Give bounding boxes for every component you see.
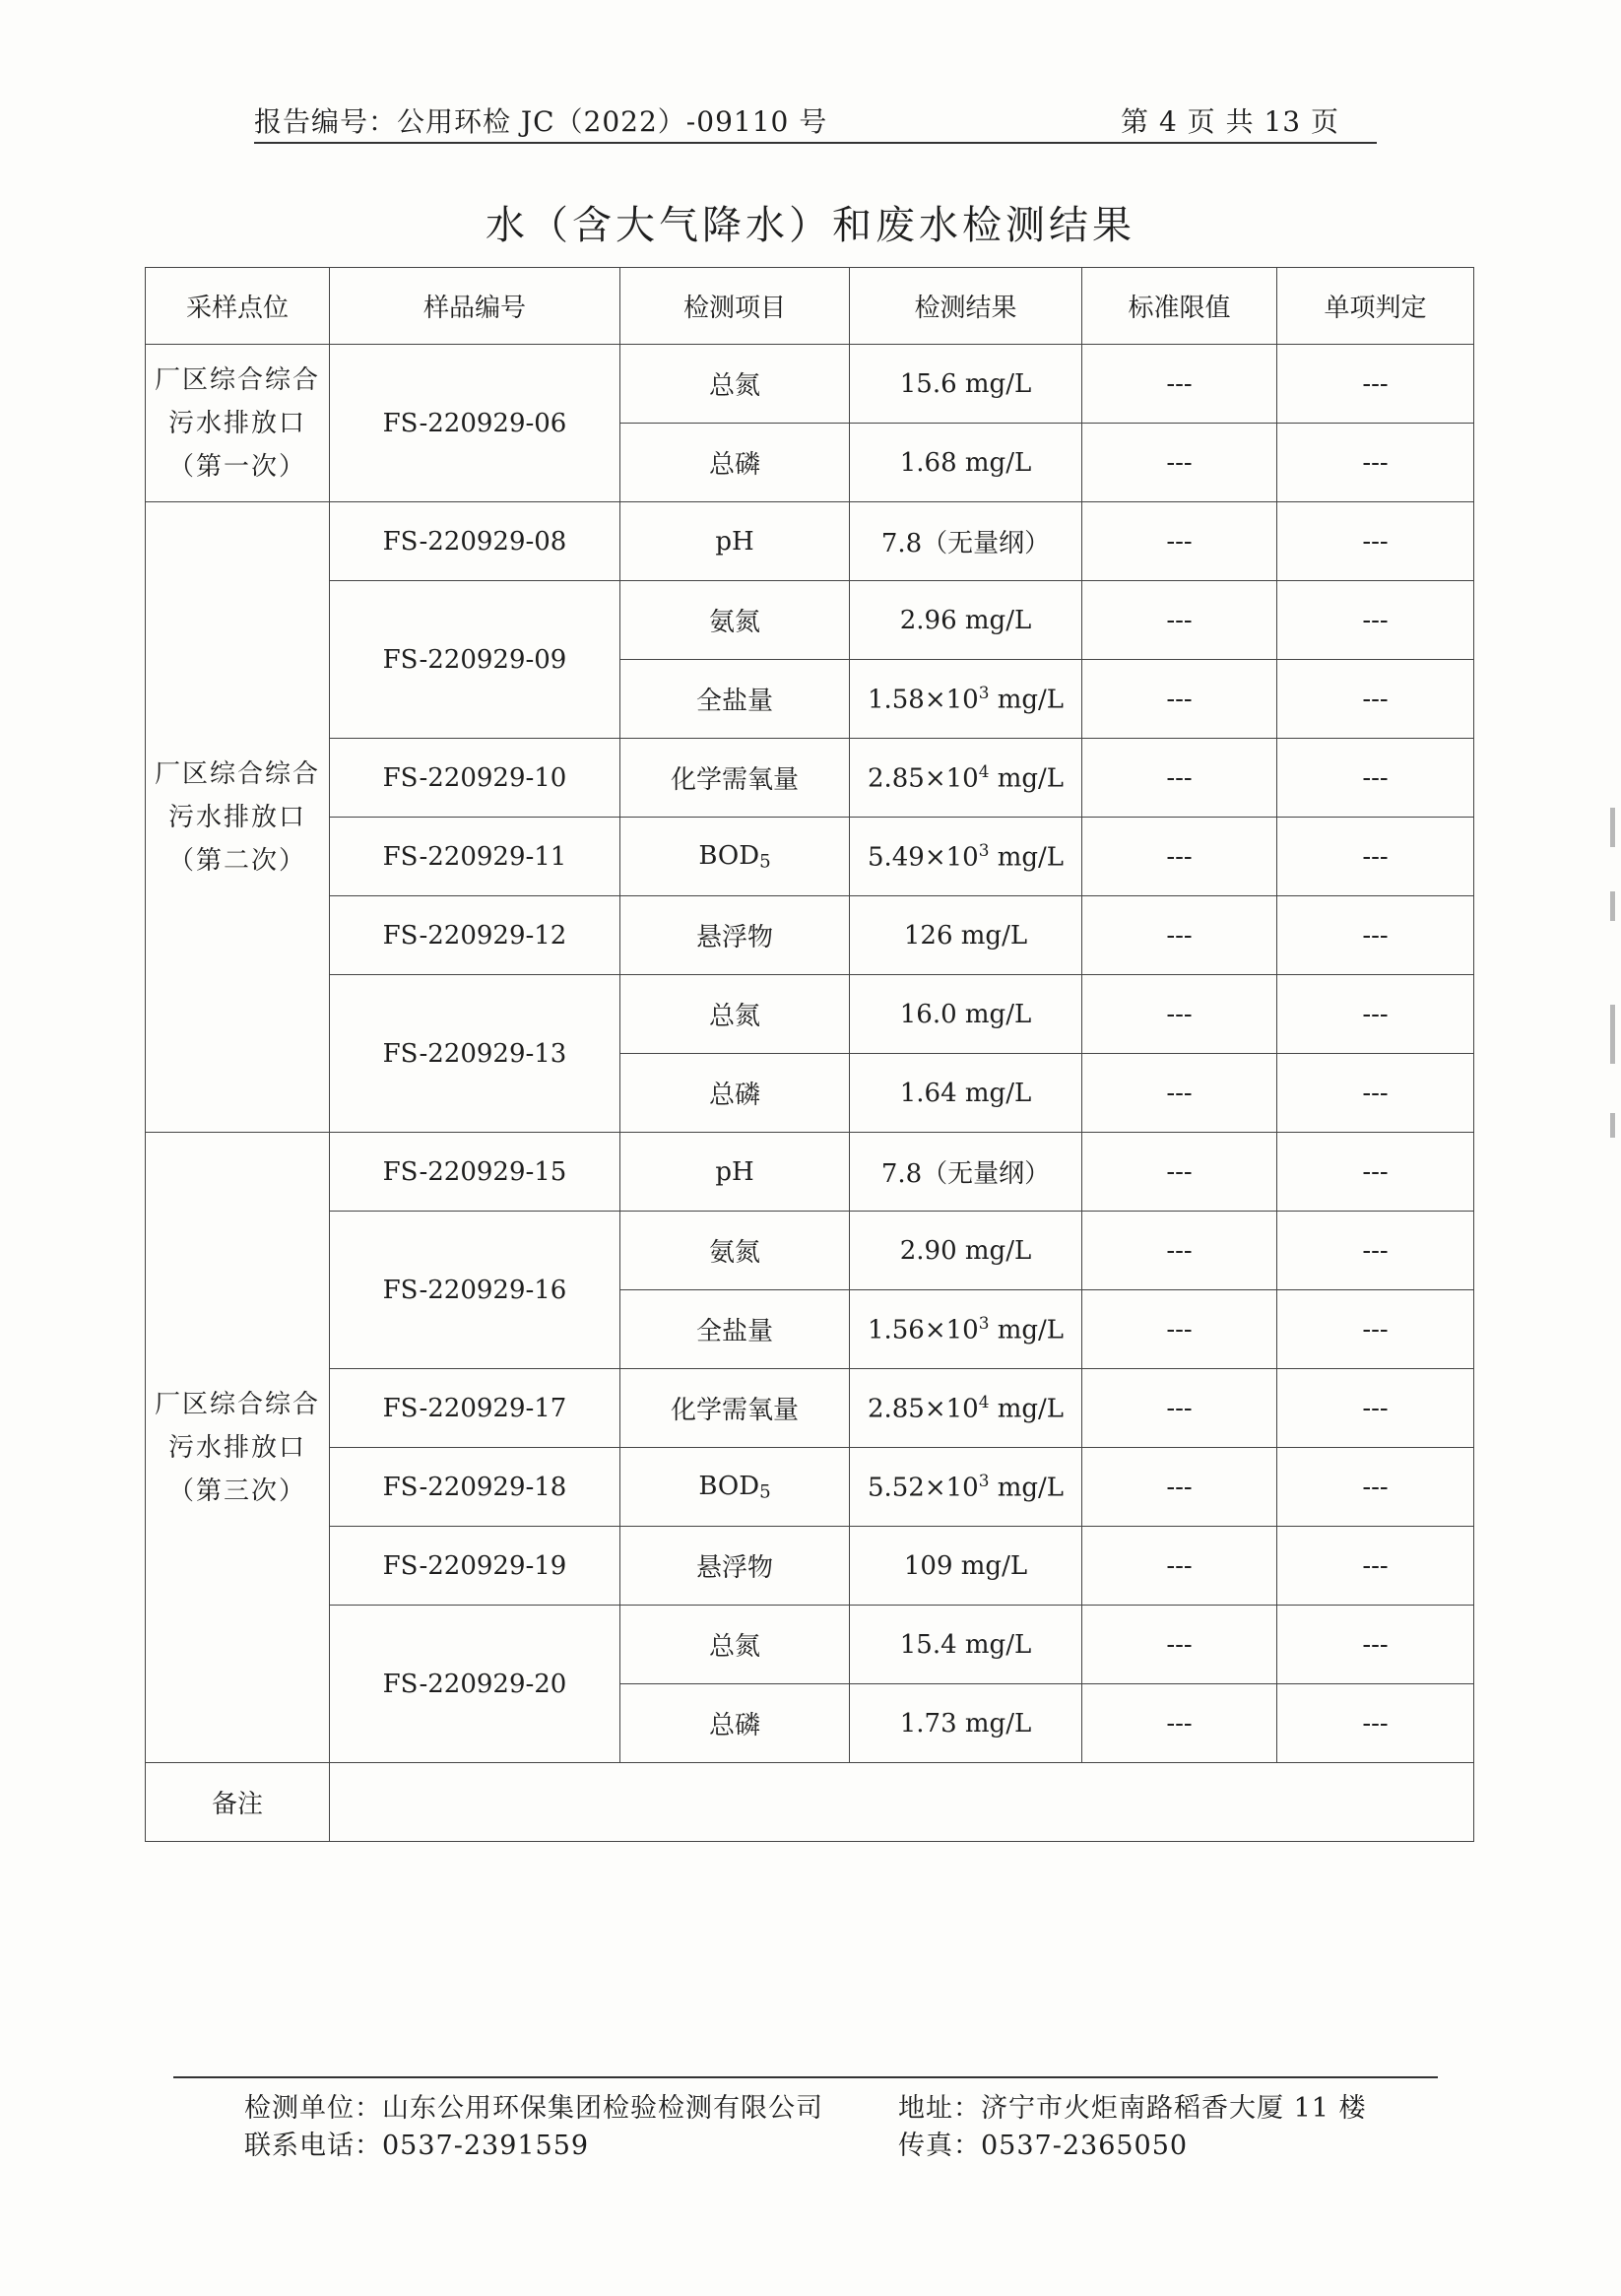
result-value: 1.68 mg/L xyxy=(899,447,1032,478)
standard-limit-cell: --- xyxy=(1082,1448,1277,1527)
sample-id-cell: FS-220929-13 xyxy=(330,975,620,1133)
test-item-cell xyxy=(620,1606,850,1684)
result-unit: mg/L xyxy=(989,763,1065,794)
judgement-cell: --- xyxy=(1277,1133,1474,1212)
report-number: 报告编号：公用环检 JC（2022）-09110 号 xyxy=(254,105,828,138)
table-row xyxy=(146,581,1474,660)
test-item-name: 氨氮 xyxy=(708,1238,760,1268)
sampling-site-cell: 厂区综合综合污水排放口（第三次） xyxy=(146,1133,330,1763)
test-item-name: 总磷 xyxy=(708,1081,760,1110)
test-item-cell xyxy=(620,1212,850,1290)
column-header: 采样点位 xyxy=(146,268,330,345)
sample-id-cell: FS-220929-09 xyxy=(330,581,620,739)
table-row xyxy=(146,975,1474,1054)
scan-edge-mark xyxy=(1610,1113,1615,1138)
result-unit: mg/L xyxy=(989,1315,1065,1345)
judgement-cell: --- xyxy=(1277,1684,1474,1763)
result-value: 2.85×10 xyxy=(867,763,979,794)
judgement-cell: --- xyxy=(1277,1054,1474,1133)
result-exponent: 3 xyxy=(978,1313,990,1334)
result-cell xyxy=(850,424,1082,502)
standard-limit-cell: --- xyxy=(1082,1606,1277,1684)
test-item-name: 总氮 xyxy=(708,1632,760,1662)
judgement-cell: --- xyxy=(1277,1290,1474,1369)
result-cell xyxy=(850,1054,1082,1133)
judgement-cell: --- xyxy=(1277,1212,1474,1290)
result-value: 15.4 mg/L xyxy=(899,1629,1032,1660)
test-item-cell xyxy=(620,1448,850,1527)
remarks-row xyxy=(146,1763,1474,1842)
table-row xyxy=(146,1369,1474,1448)
page-number: 第 4 页 共 13 页 xyxy=(1121,105,1339,138)
column-header: 样品编号 xyxy=(330,268,620,345)
result-value: 126 mg/L xyxy=(903,920,1028,951)
result-cell xyxy=(850,739,1082,818)
result-value: 5.52×10 xyxy=(867,1473,979,1503)
test-item-cell xyxy=(620,424,850,502)
test-item-cell xyxy=(620,1290,850,1369)
result-unit: mg/L xyxy=(989,1473,1065,1503)
column-header: 检测项目 xyxy=(620,268,850,345)
result-value: 2.85×10 xyxy=(867,1394,979,1424)
table-row xyxy=(146,345,1474,424)
remarks-label: 备注 xyxy=(146,1763,330,1842)
standard-limit-cell: --- xyxy=(1082,345,1277,424)
result-value: 16.0 mg/L xyxy=(899,999,1032,1029)
test-item-cell xyxy=(620,896,850,975)
test-item-name: 氨氮 xyxy=(708,608,760,637)
standard-limit-cell: --- xyxy=(1082,424,1277,502)
judgement-cell: --- xyxy=(1277,1369,1474,1448)
page-header xyxy=(254,97,1377,144)
column-header: 单项判定 xyxy=(1277,268,1474,345)
result-cell xyxy=(850,1212,1082,1290)
judgement-cell: --- xyxy=(1277,1606,1474,1684)
test-item-cell xyxy=(620,581,850,660)
result-value: 5.49×10 xyxy=(867,842,979,873)
page-footer xyxy=(173,2076,1438,2161)
result-exponent: 3 xyxy=(978,1471,990,1491)
test-item-cell xyxy=(620,975,850,1054)
address: 地址：济宁市火炬南路稻香大厦 11 楼 xyxy=(898,2093,1367,2124)
result-cell xyxy=(850,1133,1082,1212)
result-unit: mg/L xyxy=(989,1394,1065,1424)
table-row xyxy=(146,1527,1474,1606)
sample-id-cell: FS-220929-10 xyxy=(330,739,620,818)
table-row xyxy=(146,1133,1474,1212)
result-cell xyxy=(850,502,1082,581)
testing-unit: 检测单位：山东公用环保集团检验检测有限公司 xyxy=(244,2093,823,2124)
table-row xyxy=(146,739,1474,818)
test-item-cell xyxy=(620,1527,850,1606)
judgement-cell: --- xyxy=(1277,660,1474,739)
sample-id-cell: FS-220929-18 xyxy=(330,1448,620,1527)
test-item-name: 悬浮物 xyxy=(695,1553,773,1583)
test-item-cell xyxy=(620,1133,850,1212)
judgement-cell: --- xyxy=(1277,502,1474,581)
test-item-name: 总磷 xyxy=(708,1711,760,1740)
result-unit: mg/L xyxy=(989,685,1065,715)
standard-limit-cell: --- xyxy=(1082,1133,1277,1212)
result-exponent: 4 xyxy=(978,1392,990,1412)
standard-limit-cell: --- xyxy=(1082,660,1277,739)
table-body xyxy=(146,345,1474,1842)
table-row xyxy=(146,818,1474,896)
test-item-name: 全盐量 xyxy=(695,1317,773,1346)
fax: 传真：0537-2365050 xyxy=(898,2131,1189,2161)
sample-id-cell: FS-220929-11 xyxy=(330,818,620,896)
result-value: 1.73 mg/L xyxy=(899,1708,1032,1738)
result-value: 7.8（无量纲） xyxy=(880,1159,1051,1189)
scan-edge-mark xyxy=(1610,891,1615,921)
result-value: 2.96 mg/L xyxy=(899,605,1032,635)
result-value: 7.8（无量纲） xyxy=(880,529,1051,558)
table-row xyxy=(146,896,1474,975)
test-item-cell xyxy=(620,502,850,581)
results-table xyxy=(145,267,1474,1842)
result-cell xyxy=(850,1290,1082,1369)
test-item-cell xyxy=(620,660,850,739)
test-item-name: 化学需氧量 xyxy=(670,765,799,795)
test-item-name: 化学需氧量 xyxy=(670,1396,799,1425)
result-cell xyxy=(850,1527,1082,1606)
judgement-cell: --- xyxy=(1277,1527,1474,1606)
judgement-cell: --- xyxy=(1277,975,1474,1054)
test-item-name: 总磷 xyxy=(708,450,760,480)
table-row xyxy=(146,1448,1474,1527)
test-item-name: 总氮 xyxy=(708,1002,760,1031)
test-item-name: 悬浮物 xyxy=(695,923,773,952)
result-cell xyxy=(850,1606,1082,1684)
result-value: 109 mg/L xyxy=(903,1550,1028,1581)
test-item-subscript: 5 xyxy=(759,851,771,873)
result-cell xyxy=(850,1369,1082,1448)
sample-id-cell: FS-220929-20 xyxy=(330,1606,620,1763)
table-row xyxy=(146,1212,1474,1290)
judgement-cell: --- xyxy=(1277,739,1474,818)
result-value: 1.64 mg/L xyxy=(899,1078,1032,1108)
test-item-name: pH xyxy=(715,1156,754,1187)
test-item-cell xyxy=(620,1054,850,1133)
judgement-cell: --- xyxy=(1277,1448,1474,1527)
result-value: 1.58×10 xyxy=(867,685,979,715)
column-header: 标准限值 xyxy=(1082,268,1277,345)
table-header-row xyxy=(146,268,1474,345)
result-cell xyxy=(850,581,1082,660)
result-cell xyxy=(850,975,1082,1054)
result-value: 2.90 mg/L xyxy=(899,1235,1032,1266)
standard-limit-cell: --- xyxy=(1082,818,1277,896)
scan-edge-mark xyxy=(1610,808,1615,847)
result-exponent: 3 xyxy=(978,840,990,861)
judgement-cell: --- xyxy=(1277,424,1474,502)
sample-id-cell: FS-220929-08 xyxy=(330,502,620,581)
sampling-site-cell: 厂区综合综合污水排放口（第二次） xyxy=(146,502,330,1133)
standard-limit-cell: --- xyxy=(1082,1290,1277,1369)
judgement-cell: --- xyxy=(1277,896,1474,975)
standard-limit-cell: --- xyxy=(1082,1527,1277,1606)
test-item-name: BOD xyxy=(698,1471,760,1501)
standard-limit-cell: --- xyxy=(1082,739,1277,818)
result-unit: mg/L xyxy=(989,842,1065,873)
result-value: 1.56×10 xyxy=(867,1315,979,1345)
test-item-name: BOD xyxy=(698,840,760,871)
remarks-value xyxy=(330,1763,1474,1842)
sample-id-cell: FS-220929-06 xyxy=(330,345,620,502)
table-row xyxy=(146,1606,1474,1684)
sample-id-cell: FS-220929-17 xyxy=(330,1369,620,1448)
result-exponent: 3 xyxy=(978,683,990,703)
test-item-name: 总氮 xyxy=(708,371,760,401)
sample-id-cell: FS-220929-16 xyxy=(330,1212,620,1369)
test-item-cell xyxy=(620,1684,850,1763)
standard-limit-cell: --- xyxy=(1082,1369,1277,1448)
standard-limit-cell: --- xyxy=(1082,975,1277,1054)
result-value: 15.6 mg/L xyxy=(899,368,1032,399)
result-cell xyxy=(850,1448,1082,1527)
test-item-cell xyxy=(620,818,850,896)
test-item-subscript: 5 xyxy=(759,1481,771,1503)
standard-limit-cell: --- xyxy=(1082,1684,1277,1763)
standard-limit-cell: --- xyxy=(1082,1054,1277,1133)
standard-limit-cell: --- xyxy=(1082,896,1277,975)
sample-id-cell: FS-220929-15 xyxy=(330,1133,620,1212)
result-exponent: 4 xyxy=(978,761,990,782)
judgement-cell: --- xyxy=(1277,818,1474,896)
column-header: 检测结果 xyxy=(850,268,1082,345)
sample-id-cell: FS-220929-12 xyxy=(330,896,620,975)
judgement-cell: --- xyxy=(1277,345,1474,424)
result-cell xyxy=(850,1684,1082,1763)
sampling-site-cell: 厂区综合综合污水排放口（第一次） xyxy=(146,345,330,502)
result-cell xyxy=(850,818,1082,896)
test-item-cell xyxy=(620,739,850,818)
standard-limit-cell: --- xyxy=(1082,502,1277,581)
scan-edge-mark xyxy=(1610,1005,1615,1064)
result-cell xyxy=(850,660,1082,739)
test-item-cell xyxy=(620,345,850,424)
page-title: 水（含大气降水）和废水检测结果 xyxy=(486,203,1135,248)
result-cell xyxy=(850,345,1082,424)
test-item-name: 全盐量 xyxy=(695,687,773,716)
sample-id-cell: FS-220929-19 xyxy=(330,1527,620,1606)
contact-phone: 联系电话：0537-2391559 xyxy=(244,2131,590,2161)
standard-limit-cell: --- xyxy=(1082,581,1277,660)
result-cell xyxy=(850,896,1082,975)
test-item-cell xyxy=(620,1369,850,1448)
standard-limit-cell: --- xyxy=(1082,1212,1277,1290)
test-item-name: pH xyxy=(715,526,754,557)
table-row xyxy=(146,502,1474,581)
judgement-cell: --- xyxy=(1277,581,1474,660)
